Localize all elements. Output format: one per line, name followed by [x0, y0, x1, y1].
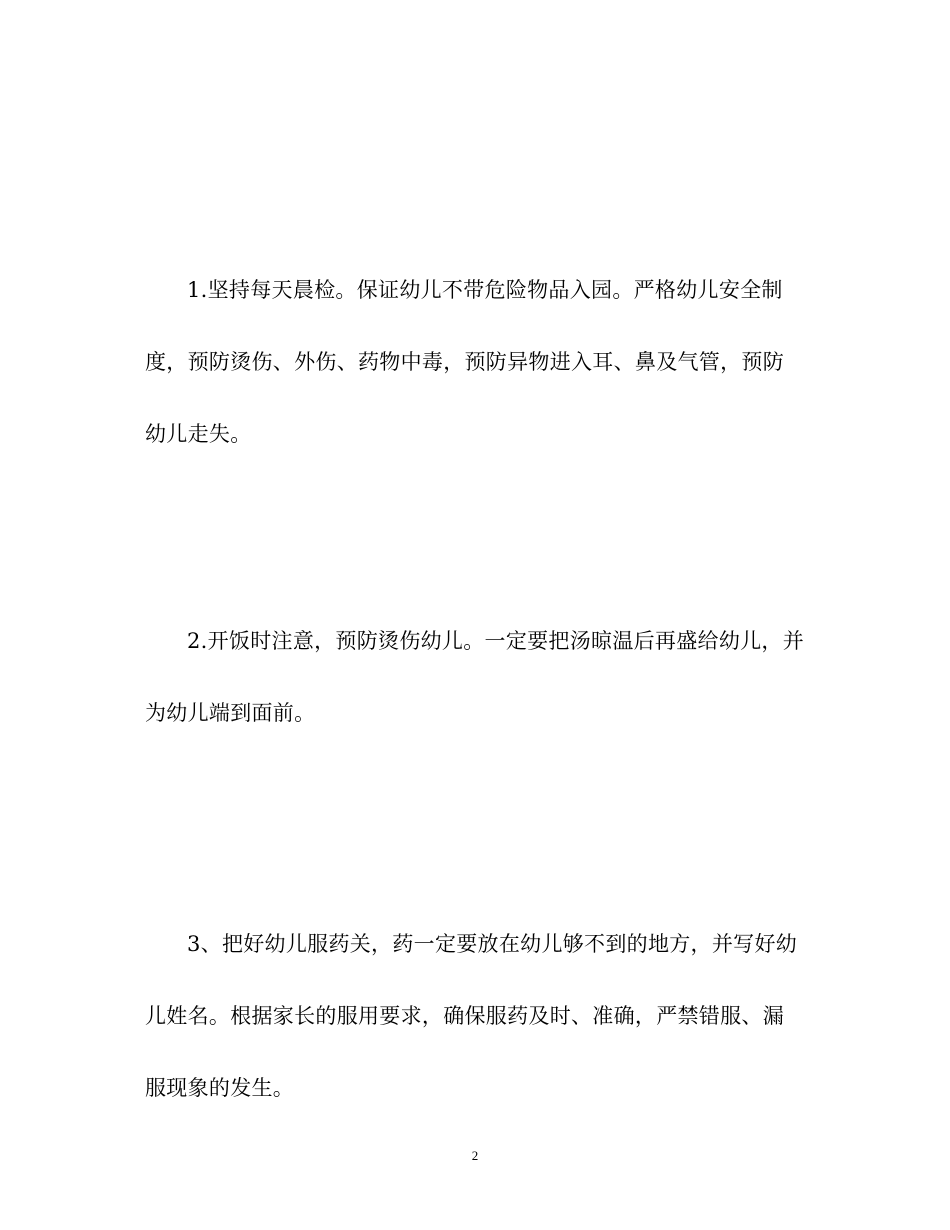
paragraph-morning-check: 1.坚持每天晨检。保证幼儿不带危险物品入园。严格幼儿安全制度，预防烫伤、外伤、药物中毒，预防异物进入耳、鼻及气管，预防幼儿走失。	[145, 278, 784, 446]
page-number: 2	[471, 1148, 479, 1163]
paragraph-meal-safety: 2.开饭时注意，预防烫伤幼儿。一定要把汤晾温后再盛给幼儿，并为幼儿端到面前。	[145, 629, 805, 725]
paragraph-medicine-management: 3、把好幼儿服药关，药一定要放在幼儿够不到的地方，并写好幼儿姓名。根据家长的服用要求，确保服药及时、准确，严禁错服、漏服现象的发生。	[145, 932, 798, 1100]
